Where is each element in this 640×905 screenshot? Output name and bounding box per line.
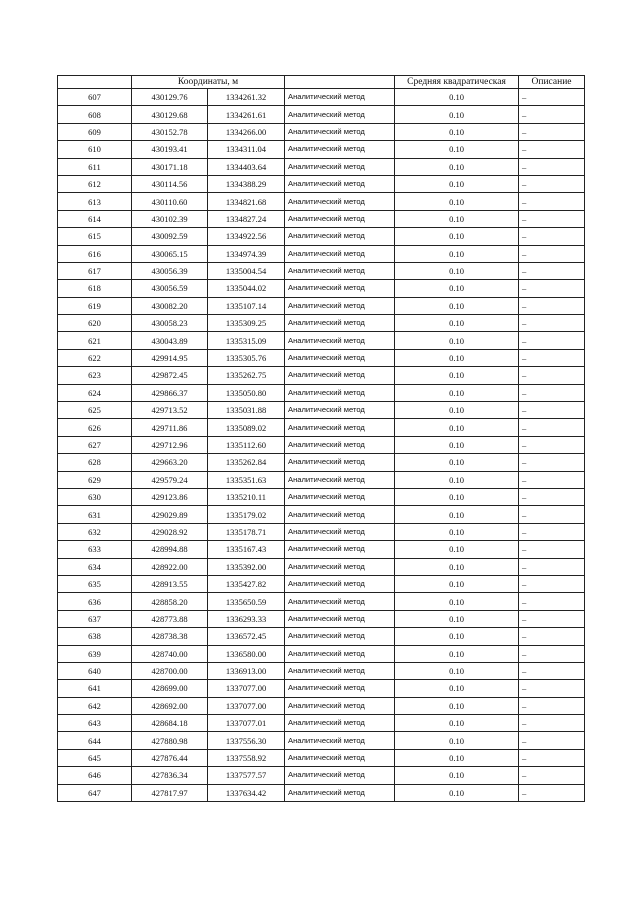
y-coordinate-cell: 1335427.82	[208, 575, 285, 592]
method-cell: Аналитический метод	[285, 89, 395, 106]
description-cell: –	[519, 228, 585, 245]
method-cell: Аналитический метод	[285, 558, 395, 575]
description-cell: –	[519, 558, 585, 575]
table-row	[58, 384, 585, 401]
table-row	[58, 89, 585, 106]
rmse-cell: 0.10	[395, 471, 519, 488]
rmse-cell: 0.10	[395, 89, 519, 106]
table-row	[58, 332, 585, 349]
method-cell: Аналитический метод	[285, 228, 395, 245]
point-number-cell: 623	[58, 367, 132, 384]
y-coordinate-cell: 1337558.92	[208, 749, 285, 766]
table-body	[58, 89, 585, 802]
table-row	[58, 662, 585, 679]
table-row	[58, 436, 585, 453]
x-coordinate-cell: 430193.41	[132, 141, 208, 158]
method-cell: Аналитический метод	[285, 541, 395, 558]
x-coordinate-cell: 429872.45	[132, 367, 208, 384]
x-coordinate-cell: 429579.24	[132, 471, 208, 488]
description-cell: –	[519, 210, 585, 227]
rmse-cell: 0.10	[395, 628, 519, 645]
method-cell: Аналитический метод	[285, 193, 395, 210]
description-cell: –	[519, 419, 585, 436]
x-coordinate-cell: 429028.92	[132, 523, 208, 540]
description-cell: –	[519, 367, 585, 384]
y-coordinate-cell: 1335392.00	[208, 558, 285, 575]
point-number-cell: 609	[58, 123, 132, 140]
y-coordinate-cell: 1335178.71	[208, 523, 285, 540]
point-number-cell: 633	[58, 541, 132, 558]
method-cell: Аналитический метод	[285, 488, 395, 505]
table-row	[58, 245, 585, 262]
y-coordinate-cell: 1337077.01	[208, 715, 285, 732]
y-coordinate-cell: 1337577.57	[208, 767, 285, 784]
x-coordinate-cell: 427836.34	[132, 767, 208, 784]
description-cell: –	[519, 715, 585, 732]
rmse-cell: 0.10	[395, 367, 519, 384]
y-coordinate-cell: 1335305.76	[208, 349, 285, 366]
y-coordinate-cell: 1334403.64	[208, 158, 285, 175]
y-coordinate-cell: 1335351.63	[208, 471, 285, 488]
y-coordinate-cell: 1335309.25	[208, 315, 285, 332]
y-coordinate-cell: 1335112.60	[208, 436, 285, 453]
point-number-cell: 628	[58, 454, 132, 471]
rmse-cell: 0.10	[395, 402, 519, 419]
x-coordinate-cell: 429711.86	[132, 419, 208, 436]
description-cell: –	[519, 384, 585, 401]
table-row	[58, 175, 585, 192]
table-row	[58, 210, 585, 227]
description-cell: –	[519, 123, 585, 140]
point-number-cell: 620	[58, 315, 132, 332]
x-coordinate-cell: 427817.97	[132, 784, 208, 801]
description-cell: –	[519, 280, 585, 297]
x-coordinate-cell: 430114.56	[132, 175, 208, 192]
table-row	[58, 575, 585, 592]
y-coordinate-cell: 1334821.68	[208, 193, 285, 210]
table-header-row	[58, 76, 585, 89]
point-number-cell: 621	[58, 332, 132, 349]
rmse-cell: 0.10	[395, 158, 519, 175]
x-coordinate-cell: 430056.59	[132, 280, 208, 297]
point-number-cell: 638	[58, 628, 132, 645]
method-cell: Аналитический метод	[285, 245, 395, 262]
y-coordinate-cell: 1336572.45	[208, 628, 285, 645]
y-coordinate-cell: 1335262.75	[208, 367, 285, 384]
description-cell: –	[519, 193, 585, 210]
description-cell: –	[519, 158, 585, 175]
x-coordinate-cell: 429866.37	[132, 384, 208, 401]
x-coordinate-cell: 430082.20	[132, 297, 208, 314]
point-number-cell: 616	[58, 245, 132, 262]
point-number-cell: 643	[58, 715, 132, 732]
point-number-cell: 618	[58, 280, 132, 297]
method-cell: Аналитический метод	[285, 732, 395, 749]
table-row	[58, 541, 585, 558]
method-cell: Аналитический метод	[285, 593, 395, 610]
y-coordinate-cell: 1334311.04	[208, 141, 285, 158]
header-coordinates: Координаты, м	[132, 76, 285, 89]
method-cell: Аналитический метод	[285, 680, 395, 697]
point-number-cell: 639	[58, 645, 132, 662]
x-coordinate-cell: 428699.00	[132, 680, 208, 697]
point-number-cell: 624	[58, 384, 132, 401]
description-cell: –	[519, 697, 585, 714]
method-cell: Аналитический метод	[285, 106, 395, 123]
header-rmse: Средняя квадратическая	[395, 76, 519, 89]
y-coordinate-cell: 1334266.00	[208, 123, 285, 140]
description-cell: –	[519, 749, 585, 766]
point-number-cell: 627	[58, 436, 132, 453]
rmse-cell: 0.10	[395, 575, 519, 592]
method-cell: Аналитический метод	[285, 367, 395, 384]
x-coordinate-cell: 430152.78	[132, 123, 208, 140]
y-coordinate-cell: 1335050.80	[208, 384, 285, 401]
description-cell: –	[519, 454, 585, 471]
x-coordinate-cell: 430129.68	[132, 106, 208, 123]
x-coordinate-cell: 430058.23	[132, 315, 208, 332]
y-coordinate-cell: 1336913.00	[208, 662, 285, 679]
x-coordinate-cell: 430065.15	[132, 245, 208, 262]
rmse-cell: 0.10	[395, 436, 519, 453]
point-number-cell: 629	[58, 471, 132, 488]
table-row	[58, 732, 585, 749]
rmse-cell: 0.10	[395, 488, 519, 505]
method-cell: Аналитический метод	[285, 523, 395, 540]
x-coordinate-cell: 429029.89	[132, 506, 208, 523]
rmse-cell: 0.10	[395, 193, 519, 210]
table-row	[58, 367, 585, 384]
x-coordinate-cell: 428858.20	[132, 593, 208, 610]
description-cell: –	[519, 262, 585, 279]
table-row	[58, 628, 585, 645]
table-row	[58, 141, 585, 158]
method-cell: Аналитический метод	[285, 262, 395, 279]
table-row	[58, 645, 585, 662]
point-number-cell: 641	[58, 680, 132, 697]
rmse-cell: 0.10	[395, 141, 519, 158]
y-coordinate-cell: 1335650.59	[208, 593, 285, 610]
y-coordinate-cell: 1335031.88	[208, 402, 285, 419]
x-coordinate-cell: 430056.39	[132, 262, 208, 279]
x-coordinate-cell: 430092.59	[132, 228, 208, 245]
description-cell: –	[519, 245, 585, 262]
rmse-cell: 0.10	[395, 541, 519, 558]
x-coordinate-cell: 429123.86	[132, 488, 208, 505]
rmse-cell: 0.10	[395, 175, 519, 192]
y-coordinate-cell: 1336580.00	[208, 645, 285, 662]
point-number-cell: 612	[58, 175, 132, 192]
description-cell: –	[519, 332, 585, 349]
point-number-cell: 644	[58, 732, 132, 749]
rmse-cell: 0.10	[395, 593, 519, 610]
description-cell: –	[519, 628, 585, 645]
x-coordinate-cell: 429914.95	[132, 349, 208, 366]
point-number-cell: 637	[58, 610, 132, 627]
x-coordinate-cell: 428740.00	[132, 645, 208, 662]
coordinates-table	[57, 75, 585, 802]
y-coordinate-cell: 1335107.14	[208, 297, 285, 314]
header-description: Описание	[519, 76, 585, 89]
table-row	[58, 280, 585, 297]
y-coordinate-cell: 1335044.02	[208, 280, 285, 297]
y-coordinate-cell: 1335262.84	[208, 454, 285, 471]
point-number-cell: 622	[58, 349, 132, 366]
rmse-cell: 0.10	[395, 245, 519, 262]
point-number-cell: 647	[58, 784, 132, 801]
description-cell: –	[519, 106, 585, 123]
header-point-number	[58, 76, 132, 89]
point-number-cell: 631	[58, 506, 132, 523]
table-row	[58, 715, 585, 732]
description-cell: –	[519, 436, 585, 453]
method-cell: Аналитический метод	[285, 471, 395, 488]
x-coordinate-cell: 428913.55	[132, 575, 208, 592]
rmse-cell: 0.10	[395, 228, 519, 245]
method-cell: Аналитический метод	[285, 384, 395, 401]
method-cell: Аналитический метод	[285, 662, 395, 679]
point-number-cell: 607	[58, 89, 132, 106]
description-cell: –	[519, 523, 585, 540]
rmse-cell: 0.10	[395, 384, 519, 401]
rmse-cell: 0.10	[395, 732, 519, 749]
y-coordinate-cell: 1335210.11	[208, 488, 285, 505]
point-number-cell: 615	[58, 228, 132, 245]
method-cell: Аналитический метод	[285, 575, 395, 592]
point-number-cell: 634	[58, 558, 132, 575]
description-cell: –	[519, 575, 585, 592]
method-cell: Аналитический метод	[285, 332, 395, 349]
description-cell: –	[519, 662, 585, 679]
rmse-cell: 0.10	[395, 662, 519, 679]
point-number-cell: 626	[58, 419, 132, 436]
rmse-cell: 0.10	[395, 332, 519, 349]
table-row	[58, 523, 585, 540]
table-row	[58, 262, 585, 279]
table-row	[58, 471, 585, 488]
x-coordinate-cell: 428684.18	[132, 715, 208, 732]
y-coordinate-cell: 1335167.43	[208, 541, 285, 558]
method-cell: Аналитический метод	[285, 506, 395, 523]
description-cell: –	[519, 593, 585, 610]
rmse-cell: 0.10	[395, 419, 519, 436]
x-coordinate-cell: 427880.98	[132, 732, 208, 749]
y-coordinate-cell: 1335089.02	[208, 419, 285, 436]
description-cell: –	[519, 541, 585, 558]
x-coordinate-cell: 428773.88	[132, 610, 208, 627]
description-cell: –	[519, 297, 585, 314]
y-coordinate-cell: 1335004.54	[208, 262, 285, 279]
description-cell: –	[519, 175, 585, 192]
x-coordinate-cell: 430110.60	[132, 193, 208, 210]
rmse-cell: 0.10	[395, 610, 519, 627]
y-coordinate-cell: 1334388.29	[208, 175, 285, 192]
point-number-cell: 613	[58, 193, 132, 210]
description-cell: –	[519, 488, 585, 505]
method-cell: Аналитический метод	[285, 141, 395, 158]
rmse-cell: 0.10	[395, 280, 519, 297]
table-row	[58, 454, 585, 471]
table-row	[58, 123, 585, 140]
rmse-cell: 0.10	[395, 715, 519, 732]
point-number-cell: 645	[58, 749, 132, 766]
table-row	[58, 784, 585, 801]
method-cell: Аналитический метод	[285, 297, 395, 314]
y-coordinate-cell: 1335179.02	[208, 506, 285, 523]
table-row	[58, 697, 585, 714]
description-cell: –	[519, 767, 585, 784]
rmse-cell: 0.10	[395, 558, 519, 575]
method-cell: Аналитический метод	[285, 158, 395, 175]
method-cell: Аналитический метод	[285, 349, 395, 366]
description-cell: –	[519, 784, 585, 801]
method-cell: Аналитический метод	[285, 767, 395, 784]
y-coordinate-cell: 1334261.61	[208, 106, 285, 123]
rmse-cell: 0.10	[395, 645, 519, 662]
rmse-cell: 0.10	[395, 123, 519, 140]
y-coordinate-cell: 1337077.00	[208, 697, 285, 714]
y-coordinate-cell: 1337077.00	[208, 680, 285, 697]
x-coordinate-cell: 427876.44	[132, 749, 208, 766]
point-number-cell: 632	[58, 523, 132, 540]
rmse-cell: 0.10	[395, 315, 519, 332]
x-coordinate-cell: 428738.38	[132, 628, 208, 645]
table-row	[58, 610, 585, 627]
description-cell: –	[519, 610, 585, 627]
rmse-cell: 0.10	[395, 697, 519, 714]
point-number-cell: 619	[58, 297, 132, 314]
description-cell: –	[519, 732, 585, 749]
rmse-cell: 0.10	[395, 349, 519, 366]
x-coordinate-cell: 428994.88	[132, 541, 208, 558]
x-coordinate-cell: 430043.89	[132, 332, 208, 349]
table-row	[58, 506, 585, 523]
method-cell: Аналитический метод	[285, 123, 395, 140]
y-coordinate-cell: 1336293.33	[208, 610, 285, 627]
table-row	[58, 106, 585, 123]
table-row	[58, 488, 585, 505]
table-row	[58, 158, 585, 175]
method-cell: Аналитический метод	[285, 715, 395, 732]
x-coordinate-cell: 429713.52	[132, 402, 208, 419]
description-cell: –	[519, 315, 585, 332]
method-cell: Аналитический метод	[285, 436, 395, 453]
y-coordinate-cell: 1335315.09	[208, 332, 285, 349]
y-coordinate-cell: 1334922.56	[208, 228, 285, 245]
rmse-cell: 0.10	[395, 210, 519, 227]
x-coordinate-cell: 429712.96	[132, 436, 208, 453]
rmse-cell: 0.10	[395, 784, 519, 801]
method-cell: Аналитический метод	[285, 645, 395, 662]
point-number-cell: 614	[58, 210, 132, 227]
table-row	[58, 680, 585, 697]
table-row	[58, 593, 585, 610]
method-cell: Аналитический метод	[285, 610, 395, 627]
point-number-cell: 642	[58, 697, 132, 714]
rmse-cell: 0.10	[395, 767, 519, 784]
x-coordinate-cell: 430102.39	[132, 210, 208, 227]
description-cell: –	[519, 645, 585, 662]
rmse-cell: 0.10	[395, 454, 519, 471]
method-cell: Аналитический метод	[285, 749, 395, 766]
x-coordinate-cell: 430171.18	[132, 158, 208, 175]
table-row	[58, 193, 585, 210]
method-cell: Аналитический метод	[285, 402, 395, 419]
method-cell: Аналитический метод	[285, 210, 395, 227]
table-row	[58, 402, 585, 419]
method-cell: Аналитический метод	[285, 784, 395, 801]
point-number-cell: 611	[58, 158, 132, 175]
rmse-cell: 0.10	[395, 506, 519, 523]
point-number-cell: 630	[58, 488, 132, 505]
description-cell: –	[519, 402, 585, 419]
method-cell: Аналитический метод	[285, 175, 395, 192]
point-number-cell: 617	[58, 262, 132, 279]
point-number-cell: 610	[58, 141, 132, 158]
method-cell: Аналитический метод	[285, 315, 395, 332]
method-cell: Аналитический метод	[285, 454, 395, 471]
method-cell: Аналитический метод	[285, 697, 395, 714]
description-cell: –	[519, 680, 585, 697]
point-number-cell: 635	[58, 575, 132, 592]
x-coordinate-cell: 430129.76	[132, 89, 208, 106]
point-number-cell: 608	[58, 106, 132, 123]
rmse-cell: 0.10	[395, 523, 519, 540]
y-coordinate-cell: 1334261.32	[208, 89, 285, 106]
table-row	[58, 297, 585, 314]
y-coordinate-cell: 1337556.30	[208, 732, 285, 749]
x-coordinate-cell: 428700.00	[132, 662, 208, 679]
method-cell: Аналитический метод	[285, 419, 395, 436]
point-number-cell: 646	[58, 767, 132, 784]
y-coordinate-cell: 1337634.42	[208, 784, 285, 801]
table-row	[58, 315, 585, 332]
rmse-cell: 0.10	[395, 749, 519, 766]
rmse-cell: 0.10	[395, 297, 519, 314]
method-cell: Аналитический метод	[285, 628, 395, 645]
table-row	[58, 228, 585, 245]
point-number-cell: 625	[58, 402, 132, 419]
x-coordinate-cell: 428692.00	[132, 697, 208, 714]
description-cell: –	[519, 471, 585, 488]
header-method	[285, 76, 395, 89]
rmse-cell: 0.10	[395, 106, 519, 123]
rmse-cell: 0.10	[395, 262, 519, 279]
method-cell: Аналитический метод	[285, 280, 395, 297]
table-row	[58, 749, 585, 766]
description-cell: –	[519, 89, 585, 106]
x-coordinate-cell: 428922.00	[132, 558, 208, 575]
x-coordinate-cell: 429663.20	[132, 454, 208, 471]
description-cell: –	[519, 506, 585, 523]
description-cell: –	[519, 349, 585, 366]
table-row	[58, 419, 585, 436]
point-number-cell: 640	[58, 662, 132, 679]
table-row	[58, 558, 585, 575]
rmse-cell: 0.10	[395, 680, 519, 697]
table-row	[58, 349, 585, 366]
table-row	[58, 767, 585, 784]
y-coordinate-cell: 1334827.24	[208, 210, 285, 227]
y-coordinate-cell: 1334974.39	[208, 245, 285, 262]
description-cell: –	[519, 141, 585, 158]
point-number-cell: 636	[58, 593, 132, 610]
